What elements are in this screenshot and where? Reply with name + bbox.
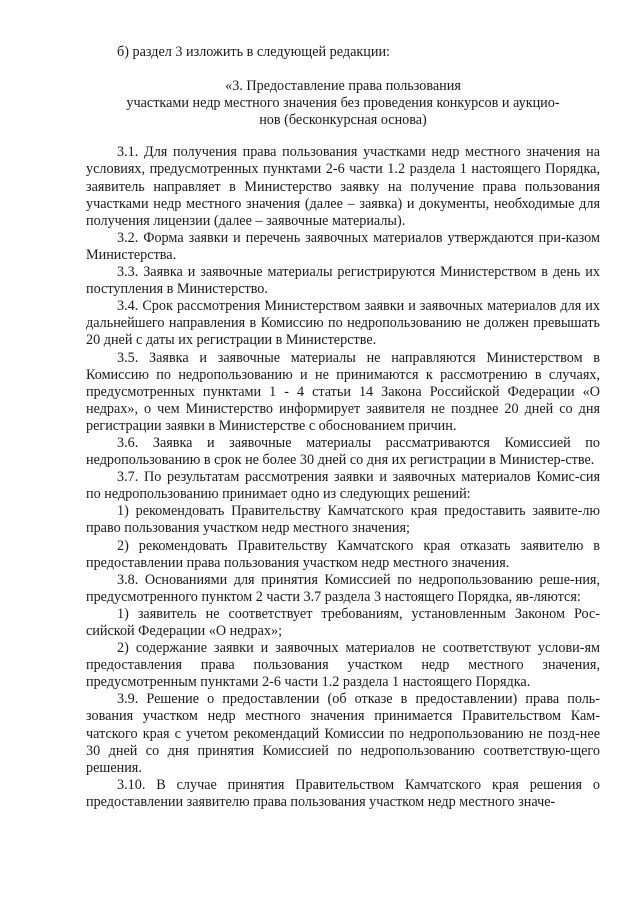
paragraph-3-9: 3.9. Решение о предоставлении (об отказе в предоставлении) права поль-зования участком недр местного значения принимается Правительством Кам-чатского края с учетом рекомендаций Комиссии по недропользованию не позд-нее 30 дней со дня принятия Комиссией по недропользованию соответствую-щего решения.	[86, 691, 600, 776]
paragraph-3-7-item-1: 1) рекомендовать Правительству Камчатского края предоставить заявите-лю право пользования участком недр местного значения;	[86, 503, 600, 537]
paragraph-3-1: 3.1. Для получения права пользования участками недр местного значения на условиях, предусмотренных пунктами 2-6 части 1.2 раздела 1 настоящего Порядка, заявитель направляет в Министерство заявку на получение права пользования участками недр местного значения (далее – заявка) и документы, необходимые для получения лицензии (далее – заявочные материалы).	[86, 144, 600, 229]
paragraph-3-8-item-2: 2) содержание заявки и заявочных материалов не соответствуют услови-ям предоставления права пользования участком недр местного значения, предусмотренным пунктами 2-6 части 1.2 раздела 1 настоящего Порядка.	[86, 640, 600, 691]
paragraph-3-3: 3.3. Заявка и заявочные материалы регистрируются Министерством в день их поступления в Министерство.	[86, 264, 600, 298]
paragraph-3-7: 3.7. По результатам рассмотрения заявки и заявочных материалов Комис-сия по недропользованию принимает одно из следующих решений:	[86, 469, 600, 503]
section-heading-line-3: нов (бесконкурсная основа)	[259, 112, 427, 129]
paragraph-3-10: 3.10. В случае принятия Правительством Камчатского края решения о предоставлении заявителю права пользования участком недр местного значе-	[86, 776, 600, 810]
section-heading-line-2: участками недр местного значения без проведения конкурсов и аукцио-	[126, 95, 560, 112]
paragraph-3-2: 3.2. Форма заявки и перечень заявочных материалов утверждаются при-казом Министерства.	[86, 229, 600, 263]
paragraph-3-7-item-2: 2) рекомендовать Правительству Камчатского края отказать заявителю в предоставлении права пользования участком недр местного значения.	[86, 537, 600, 571]
intro-line: б) раздел 3 изложить в следующей редакции:	[117, 44, 390, 60]
paragraph-3-6: 3.6. Заявка и заявочные материалы рассматриваются Комиссией по недропользованию в срок не более 30 дней со дня их регистрации в Министер-стве.	[86, 434, 600, 469]
paragraph-3-5: 3.5. Заявка и заявочные материалы не направляются Министерством в Комиссию по недропользованию и не принимаются к рассмотрению в случаях, предусмотренных пунктами 1 - 4 статьи 14 Закона Российской Федерации «О недрах», о чем Министерство информирует заявителя не позднее 20 дней со дня регистрации заявки в Министерстве с обоснованием причин.	[86, 349, 600, 434]
document-page	[86, 44, 600, 811]
section-heading-line-1: «3. Предоставление права пользования	[225, 78, 461, 95]
paragraph-3-4: 3.4. Срок рассмотрения Министерством заявки и заявочных материалов для их дальнейшего направления в Комиссию по недропользованию не должен превышать 20 дней с даты их регистрации в Министерстве.	[86, 298, 600, 349]
paragraph-3-8-item-1: 1) заявитель не соответствует требованиям, установленным Законом Рос-сийской Федерации «О недрах»;	[86, 605, 600, 639]
paragraph-3-8: 3.8. Основаниями для принятия Комиссией по недропользованию реше-ния, предусмотренного пунктом 2 части 3.7 раздела 3 настоящего Порядка, яв-ляются:	[86, 571, 600, 605]
section-heading	[86, 78, 600, 129]
